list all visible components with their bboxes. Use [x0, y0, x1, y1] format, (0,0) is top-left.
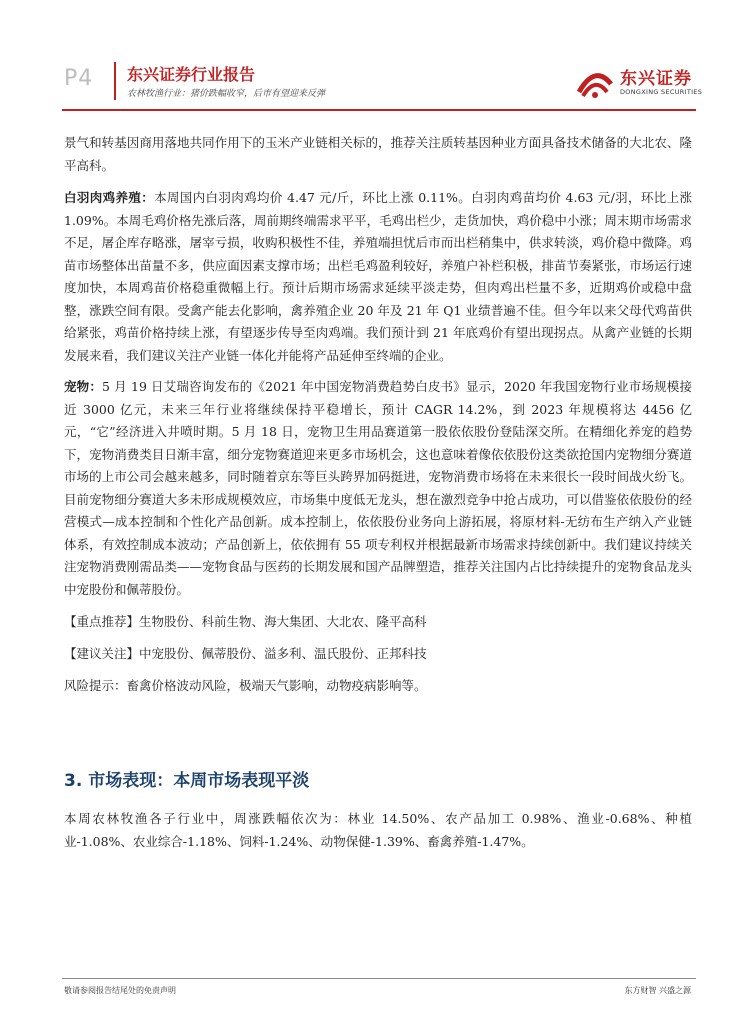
- report-title: 东兴证券行业报告: [127, 65, 256, 84]
- footer-slogan: 东方财智 兴盛之源: [624, 986, 691, 995]
- pet-paragraph: [64, 376, 692, 601]
- pet-label: 宠物：: [64, 379, 103, 394]
- header-divider: [114, 62, 116, 100]
- footer-disclaimer: 敬请参阅报告结尾处的免责声明: [64, 986, 176, 995]
- page-header: [0, 0, 755, 108]
- risk-warning: [64, 675, 692, 698]
- market-paragraph: [64, 808, 692, 853]
- broiler-label: 白羽肉鸡养殖：: [64, 190, 155, 205]
- corn-text: 景气和转基因商用落地共同作用下的玉米产业链相关标的，推荐关注质转基因种业方面具备技术储备的大北农、隆平高科。: [64, 135, 692, 173]
- corn-paragraph: [64, 132, 692, 177]
- suggested-watch-text: 【建议关注】中宠股份、佩蒂股份、溢多利、温氏股份、正邦科技: [64, 646, 427, 661]
- risk-warning-text: 风险提示：畜禽价格波动风险，极端天气影响，动物疫病影响等。: [64, 678, 427, 693]
- key-recommendation: [64, 611, 692, 634]
- suggested-watch: [64, 643, 692, 666]
- key-recommendation-text: 【重点推荐】生物股份、科前生物、海大集团、大北农、隆平高科: [64, 614, 427, 629]
- header-rule: [62, 109, 696, 111]
- logo-mark-icon: [575, 62, 615, 100]
- market-text: 本周农林牧渔各子行业中，周涨跌幅依次为：林业 14.50%、农产品加工 0.98%、渔业-0.68%、种植业-1.08%、农业综合-1.18%、饲料-1.24%、动物保健-1.39%、畜禽养殖-1.47%。: [64, 811, 692, 849]
- page-number: P4: [64, 66, 94, 91]
- footer-rule: [62, 978, 696, 979]
- logo-text-cn: 东兴证券: [620, 69, 692, 89]
- company-logo: [575, 62, 703, 102]
- section-title-market: 3. 市场表现：本周市场表现平淡: [64, 771, 310, 791]
- logo-text-en: DONGXING SECURITIES: [620, 88, 703, 96]
- pet-text: 5 月 19 日艾瑞咨询发布的《2021 年中国宠物消费趋势白皮书》显示，2020 年我国宠物行业市场规模接近 3000 亿元，未来三年行业将继续保持平稳增长，预计 CAGR 14.2%，到 2023 年规模将达 4456 亿元，“它”经济进入井喷时期。5 月 18 日，宠物卫生用品赛道第一股依依股份登陆深交所。在精细化养宠的趋势下，宠物消费类目日渐丰富，细分宠物赛道迎来更多市场机会，这也意味着像依依股份这类欲抢国内宠物细分赛道市场的上市公司会越来越多，同时随着京东等巨头跨界加码挺进，宠物消费市场将在未来很长一段时间战火纷飞。目前宠物细分赛道大多未形成规模效应，市场集中度低无龙头，想在激烈竞争中抢占成功，可以借鉴依依股份的经营模式—成本控制和个性化产品创新。成本控制上，依依股份业务向上游拓展，将原材料-无纺布生产纳入产业链体系，有效控制成本波动；产品创新上，依依拥有 55 项专利权并根据最新市场需求持续创新中。我们建议持续关注宠物消费刚需品类——宠物食品与医药的长期发展和国产品牌塑造，推荐关注国内占比持续提升的宠物食品龙头中宠股份和佩蒂股份。: [64, 379, 692, 597]
- broiler-text: 本周国内白羽肉鸡均价 4.47 元/斤，环比上涨 0.11%。白羽肉鸡苗均价 4.63 元/羽，环比上涨 1.09%。本周毛鸡价格先涨后落，周前期终端需求平平，毛鸡出栏少，走货加快，鸡价稳中小涨；周末期市场需求不足，屠企库存略涨，屠宰亏损，收购积极性不佳，养殖端担忧后市而出栏稍集中，供求转淡，鸡价稳中微降。鸡苗市场整体出苗量不多，供应面因素支撑市场；出栏毛鸡盈利较好，养殖户补栏积极，排苗节奏紧张，市场运行速度加快，本周鸡苗价格稳重微幅上行。预计后期市场需求延续平淡走势，但肉鸡出栏量不多，近期鸡价或稳中盘整，涨跌空间有限。受禽产能去化影响，禽养殖企业 20 年及 21 年 Q1 业绩普遍不佳。但今年以来父母代鸡苗供给紧张，鸡苗价格持续上涨，有望逐步传导至肉鸡端。我们预计到 21 年底鸡价有望出现拐点。从禽产业链的长期发展来看，我们建议关注产业链一体化并能将产品延伸至终端的企业。: [64, 190, 692, 363]
- broiler-paragraph: [64, 187, 692, 367]
- report-subtitle: 农林牧渔行业：猪价跌幅收窄，后市有望迎来反弹: [127, 89, 326, 99]
